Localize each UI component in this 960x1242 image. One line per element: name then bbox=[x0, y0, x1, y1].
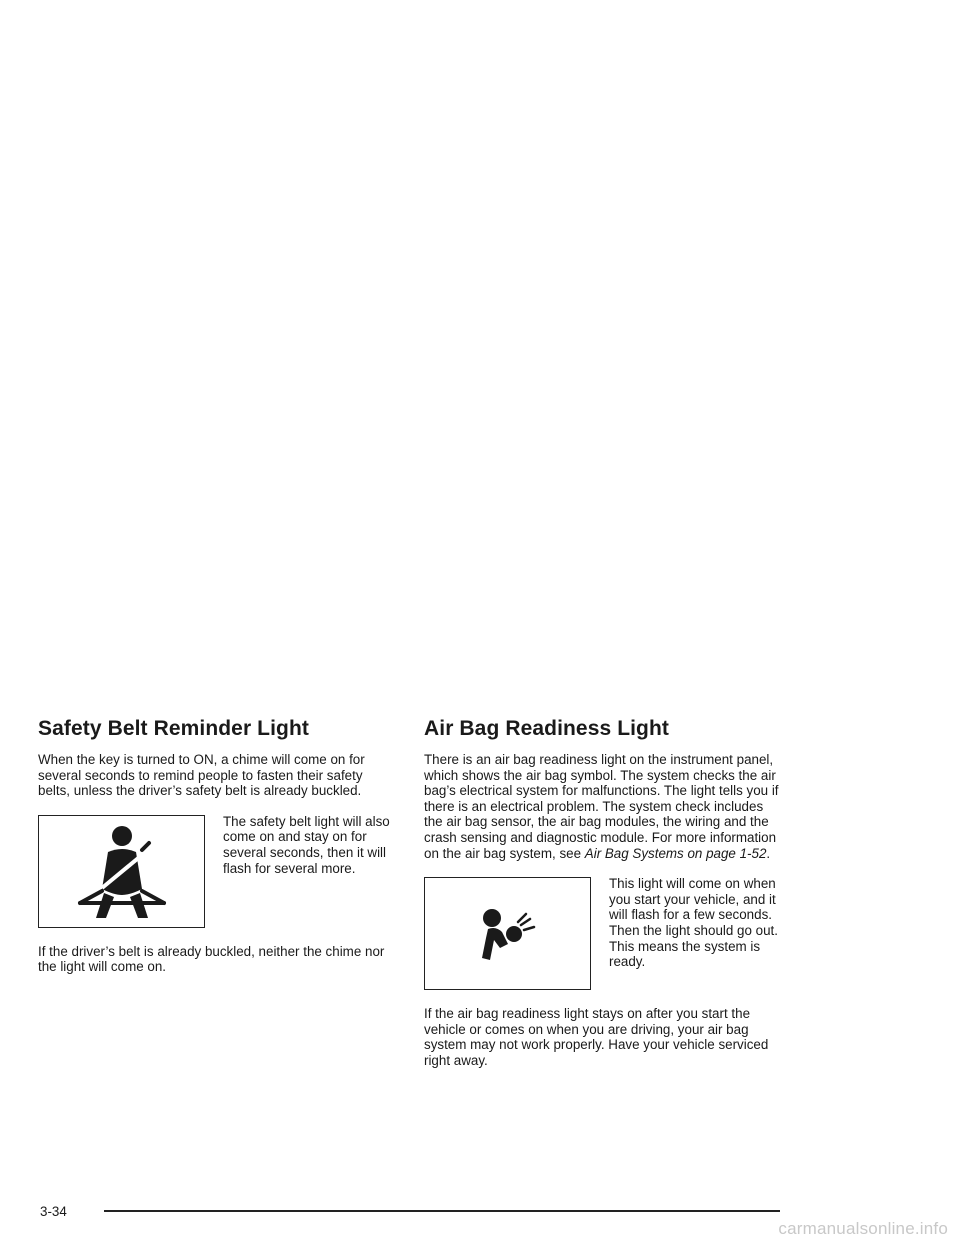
section-heading: Air Bag Readiness Light bbox=[424, 717, 670, 740]
intro-end: . bbox=[766, 845, 771, 861]
intro-paragraph bbox=[424, 752, 780, 861]
air-bag-icon bbox=[478, 904, 538, 964]
figure-caption: The safety belt light will also come on and stay on for several seconds, then it will flash for several more. bbox=[223, 813, 390, 876]
air-bag-section bbox=[424, 715, 780, 1069]
page-number: 3-34 bbox=[40, 1204, 67, 1219]
safety-belt-icon bbox=[72, 821, 172, 921]
intro-text: There is an air bag readiness light on the instrument panel, which shows the air bag symbol. The system checks the air bag’s electrical system for malfunctions. The light tells you if there is an electrical problem. The system check includes the air bag sensor, the air bag modules, the wiring and the crash sensing and diagnostic module. For more information on the air bag system, see bbox=[424, 752, 779, 861]
closing-paragraph: If the air bag readiness light stays on after you start the vehicle or comes on when you are driving, your air bag system may not work properly. Have your vehicle serviced right away. bbox=[424, 1006, 769, 1068]
closing-paragraph: If the driver’s belt is already buckled, neither the chime nor the light will come on. bbox=[38, 943, 385, 975]
safety-belt-figure bbox=[38, 815, 205, 928]
figure-row bbox=[38, 815, 390, 928]
footer-rule bbox=[104, 1210, 780, 1212]
section-heading: Safety Belt Reminder Light bbox=[38, 717, 309, 740]
cross-reference-link[interactable]: Air Bag Systems on page 1-52 bbox=[584, 845, 767, 861]
watermark: carmanualsonline.info bbox=[778, 1219, 948, 1238]
intro-paragraph: When the key is turned to ON, a chime will come on for several seconds to remind people to fasten their safety belts, unless the driver’s safety belt is already buckled. bbox=[38, 752, 365, 799]
figure-row bbox=[424, 877, 780, 990]
air-bag-figure bbox=[424, 877, 591, 990]
figure-caption: This light will come on when you start your vehicle, and it will flash for a few seconds. Then the light should go out. This means the system is ready. bbox=[609, 876, 778, 970]
safety-belt-section bbox=[38, 715, 390, 975]
